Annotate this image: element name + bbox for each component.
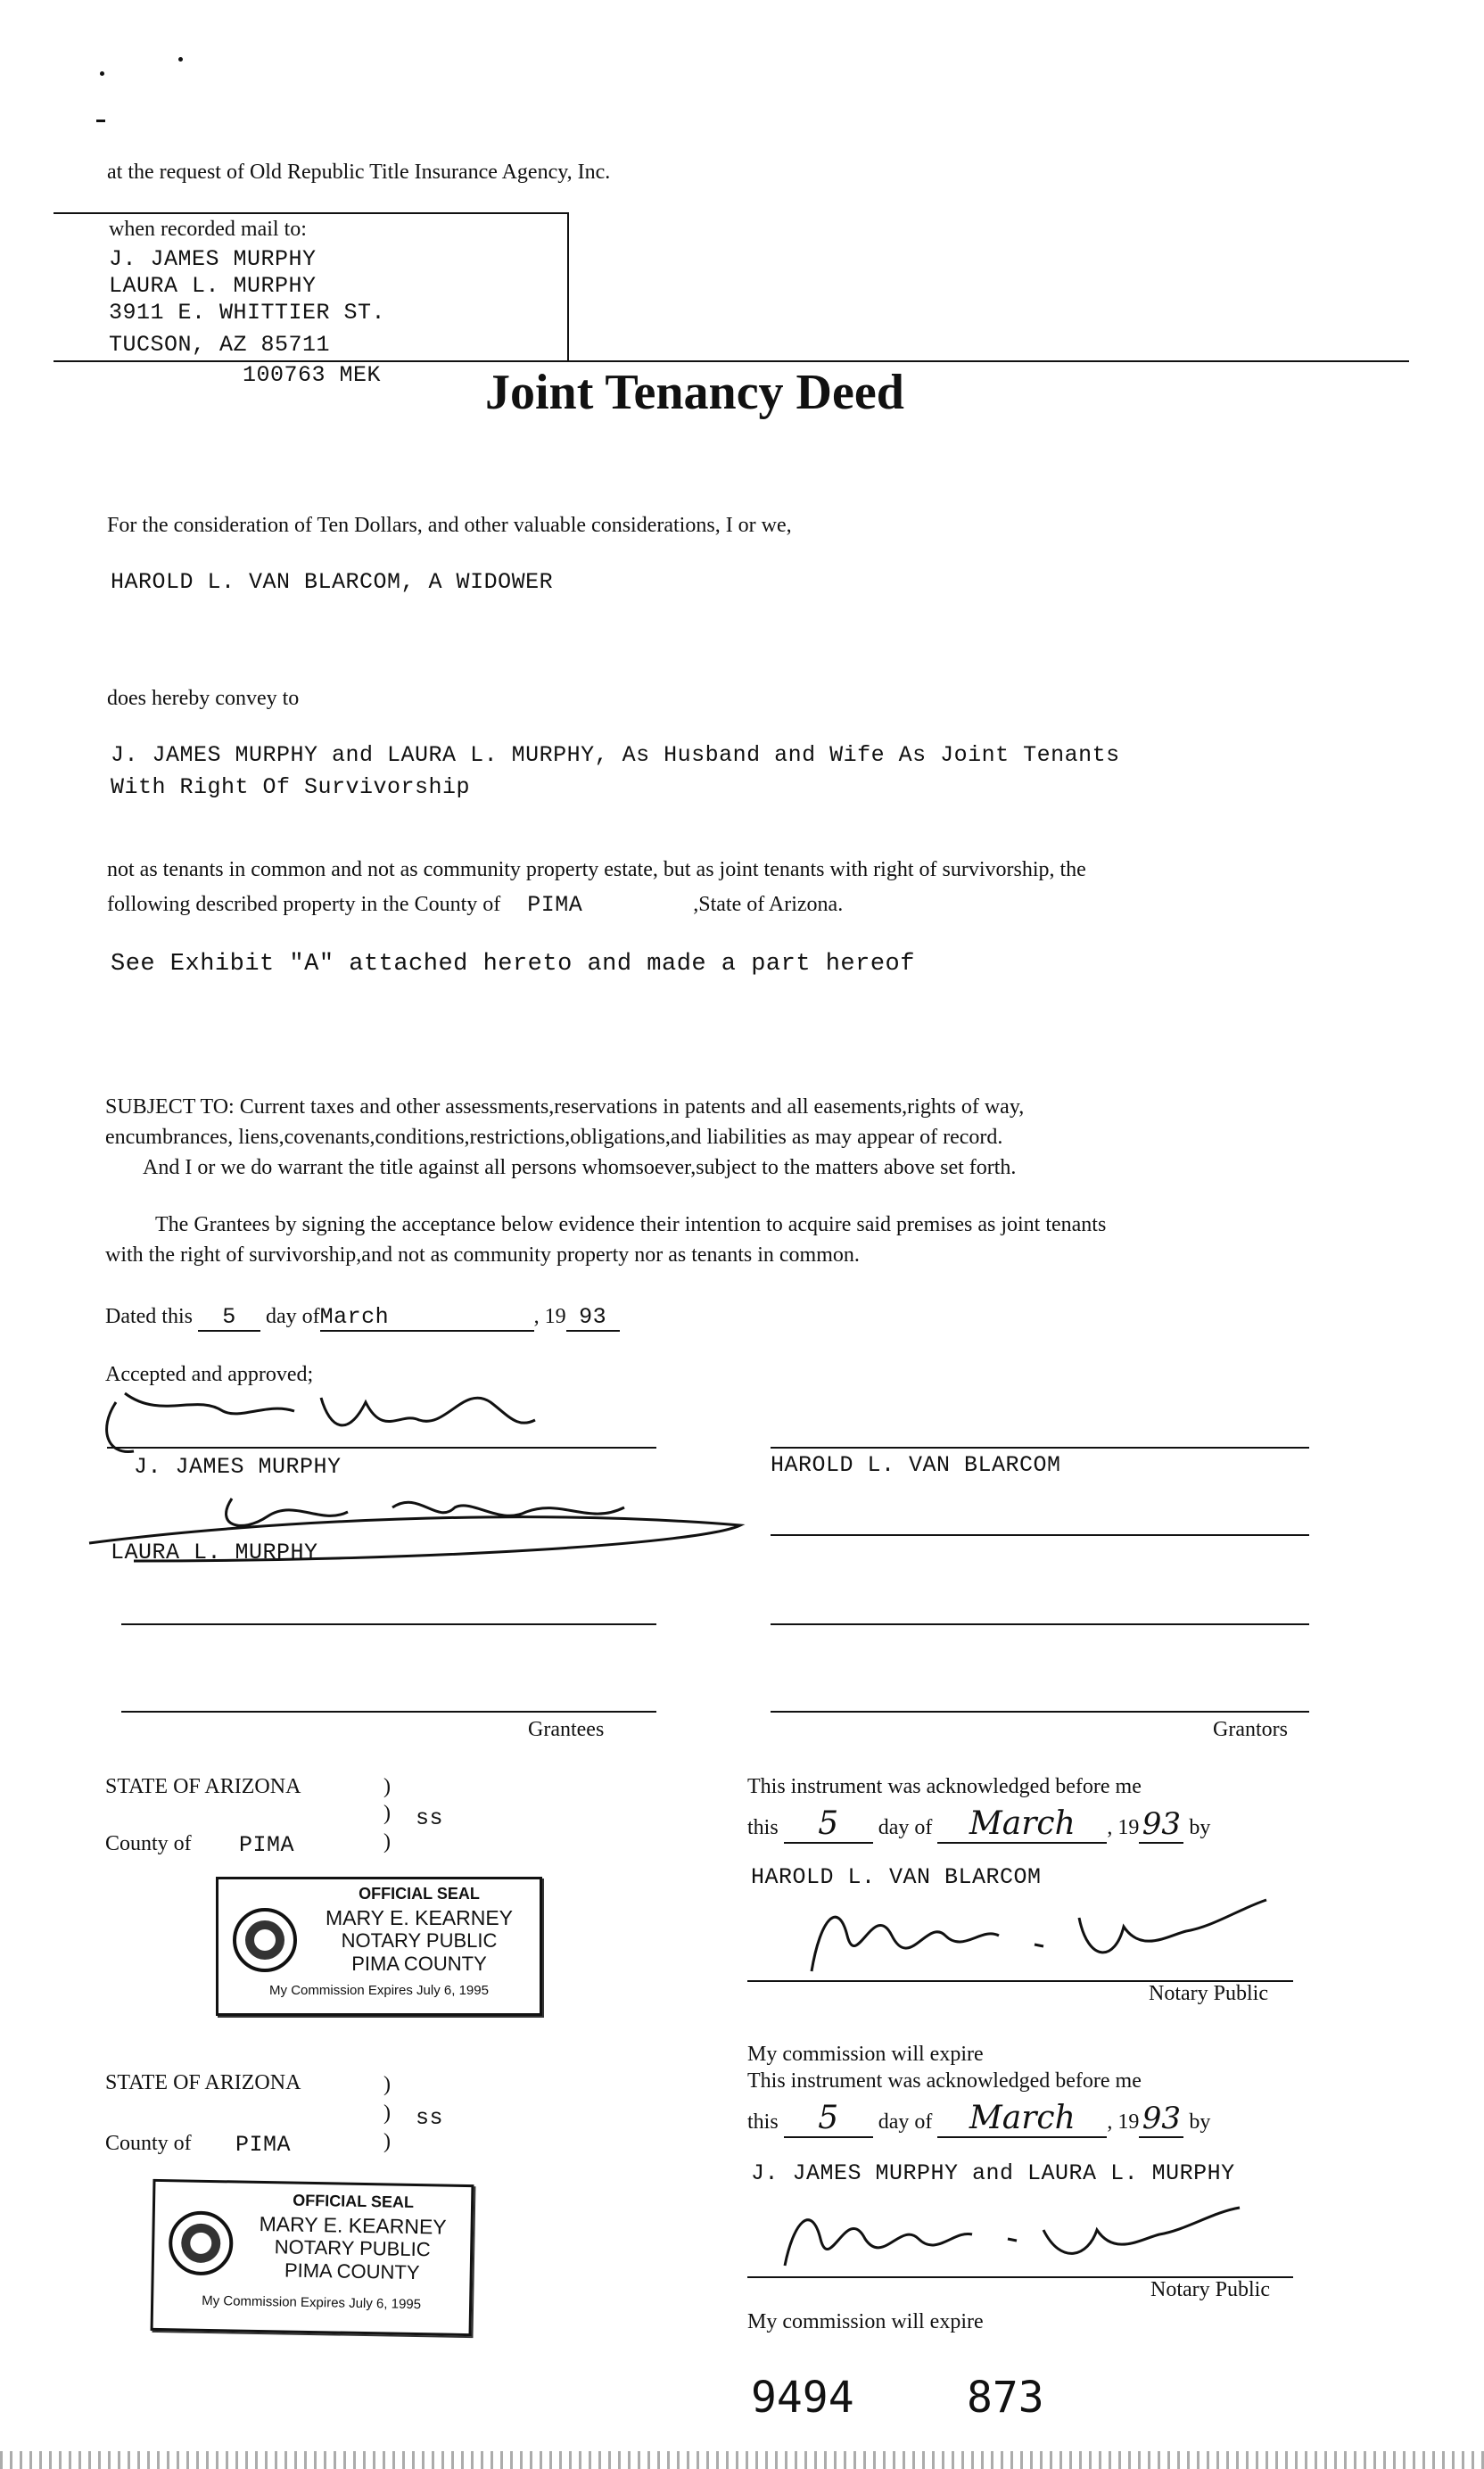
tenancy-text-county xyxy=(107,892,843,918)
this-label: this xyxy=(747,1816,779,1839)
grantee1-sig-line xyxy=(107,1447,656,1449)
warrant-text: And I or we do warrant the title against all persons whomsoever,subject to the matters above set forth. xyxy=(143,1156,1017,1179)
grantees-line: J. JAMES MURPHY and LAURA L. MURPHY, As Husband and Wife As Joint Tenants xyxy=(111,742,1120,768)
scan-edge-noise xyxy=(0,2451,1484,2469)
state-label: STATE OF ARIZONA xyxy=(105,2071,301,2094)
state-label: STATE OF ARIZONA xyxy=(105,1775,301,1798)
grantee1-signature xyxy=(89,1367,553,1465)
accepted-label: Accepted and approved; xyxy=(105,1363,314,1386)
tenancy-text: not as tenants in common and not as community property estate, but as joint tenants with right of survivorship, the xyxy=(107,858,1086,881)
day-of-label: day of xyxy=(878,1816,933,1839)
mail-to-line: TUCSON, AZ 85711 xyxy=(109,332,331,358)
subject-to-text: SUBJECT TO: Current taxes and other assessments,reservations in patents and all easements,rights of way, xyxy=(105,1095,1025,1119)
exhibit-text: See Exhibit "A" attached hereto and made a part hereof xyxy=(111,951,915,978)
convey-text: does hereby convey to xyxy=(107,687,300,710)
dated-line xyxy=(105,1304,620,1332)
seal-line: OFFICIAL SEAL xyxy=(359,1885,480,1903)
by-label: by xyxy=(1189,1816,1211,1839)
grantees-line: With Right Of Survivorship xyxy=(111,774,471,800)
subject-to-text: encumbrances, liens,covenants,conditions,restrictions,obligations,and liabilities as may appear of record. xyxy=(105,1126,1003,1149)
seal-emblem-icon xyxy=(231,1906,299,1974)
tenancy-post: ,State of Arizona. xyxy=(693,893,844,916)
deed-title: Joint Tenancy Deed xyxy=(485,365,904,420)
paren: ) xyxy=(383,1830,391,1854)
seal-line: MARY E. KEARNEY xyxy=(325,1906,514,1929)
grantor-sig-line-3 xyxy=(771,1623,1309,1625)
ack-date-line xyxy=(747,2100,1210,2138)
seal-line: NOTARY PUBLIC xyxy=(274,2235,431,2261)
ack-date-line xyxy=(747,1805,1210,1844)
mail-to-line: 3911 E. WHITTIER ST. xyxy=(109,300,386,326)
ack-month: March xyxy=(937,1805,1107,1844)
seal-line: OFFICIAL SEAL xyxy=(293,2191,415,2211)
notary-seal xyxy=(151,2179,474,2336)
paren: ) xyxy=(383,2130,391,2153)
mail-to-line: J. JAMES MURPHY xyxy=(109,246,317,272)
consideration-text: For the consideration of Ten Dollars, and other valuable considerations, I or we, xyxy=(107,514,792,537)
county-value: PIMA xyxy=(527,892,583,918)
dated-label: Dated this xyxy=(105,1305,193,1328)
grantee1-name: J. JAMES MURPHY xyxy=(134,1454,342,1480)
grantor-sig-line xyxy=(771,1447,1309,1449)
notary-public-label: Notary Public xyxy=(1149,1982,1268,2005)
scan-speck xyxy=(96,120,105,122)
page-number: 873 xyxy=(967,2373,1044,2423)
ack-day: 5 xyxy=(784,1805,873,1844)
ack-day: 5 xyxy=(784,2100,873,2138)
grantor-sig-line-4 xyxy=(771,1711,1309,1713)
recorded-request: at the request of Old Republic Title Insurance Agency, Inc. xyxy=(107,161,611,184)
dated-day: 5 xyxy=(198,1304,260,1332)
grantees-intent-text: The Grantees by signing the acceptance below evidence their intention to acquire said premises as joint tenants xyxy=(155,1213,1107,1236)
ack-line: This instrument was acknowledged before me xyxy=(747,2069,1142,2093)
grantee2-name: LAURA L. MURPHY xyxy=(111,1540,318,1565)
grantees-label: Grantees xyxy=(528,1718,605,1741)
year-prefix: , 19 xyxy=(1107,2110,1140,2134)
year-suffix: 93 xyxy=(566,1304,620,1332)
paren: ) xyxy=(383,2102,391,2125)
ack-month: March xyxy=(937,2100,1107,2138)
grantor-name: HAROLD L. VAN BLARCOM, A WIDOWER xyxy=(111,569,554,595)
seal-line: PIMA COUNTY xyxy=(284,2258,420,2284)
county-label: County of xyxy=(105,1832,192,1855)
notary1-signature xyxy=(785,1882,1284,1989)
grantees-intent-text: with the right of survivorship,and not as community property nor as tenants in common. xyxy=(105,1243,860,1267)
county-value: PIMA xyxy=(239,1832,295,1858)
grantee-sig-line-4 xyxy=(121,1711,656,1713)
scan-speck xyxy=(100,71,104,76)
seal-line: My Commission Expires July 6, 1995 xyxy=(202,2292,422,2313)
dated-month: March xyxy=(320,1304,534,1332)
seal-line: MARY E. KEARNEY xyxy=(259,2211,447,2239)
ack-year: 93 xyxy=(1139,1806,1183,1844)
ss-label: ss xyxy=(416,1805,444,1831)
day-of-label: day of xyxy=(265,1305,320,1328)
mail-to-label: when recorded mail to: xyxy=(109,218,307,241)
mail-box-right xyxy=(567,212,569,362)
grantor-name: HAROLD L. VAN BLARCOM xyxy=(771,1452,1061,1478)
ack-year: 93 xyxy=(1139,2101,1183,2138)
county-label: County of xyxy=(105,2132,192,2155)
grantor-sig-line-2 xyxy=(771,1534,1309,1536)
notary-public-label: Notary Public xyxy=(1150,2278,1270,2301)
ack-line: This instrument was acknowledged before me xyxy=(747,1775,1142,1798)
year-prefix: , 19 xyxy=(1107,1816,1140,1839)
notary-seal xyxy=(216,1877,542,2016)
paren: ) xyxy=(383,1775,391,1798)
grantee-sig-line-3 xyxy=(121,1623,656,1625)
scan-speck xyxy=(178,57,183,62)
county-value: PIMA xyxy=(235,2132,292,2158)
ack-party: HAROLD L. VAN BLARCOM xyxy=(751,1864,1042,1890)
notary2-signature xyxy=(767,2185,1266,2283)
year-prefix: , 19 xyxy=(533,1305,566,1328)
ack-party: J. JAMES MURPHY and LAURA L. MURPHY xyxy=(751,2160,1235,2186)
docket-number: 9494 xyxy=(751,2373,854,2423)
seal-emblem-icon xyxy=(167,2209,235,2277)
paren: ) xyxy=(383,1802,391,1825)
day-of-label: day of xyxy=(878,2110,933,2134)
seal-line: NOTARY PUBLIC xyxy=(341,1929,498,1952)
commission-label: My commission will expire xyxy=(747,2043,984,2066)
commission-label: My commission will expire xyxy=(747,2310,984,2333)
seal-line: My Commission Expires July 6, 1995 xyxy=(269,1983,489,1998)
paren: ) xyxy=(383,2073,391,2096)
seal-line: PIMA COUNTY xyxy=(351,1953,487,1975)
this-label: this xyxy=(747,2110,779,2134)
grantors-label: Grantors xyxy=(1213,1718,1288,1741)
tenancy-pre: following described property in the County of xyxy=(107,893,501,916)
mail-to-line: LAURA L. MURPHY xyxy=(109,273,317,299)
by-label: by xyxy=(1189,2110,1211,2134)
escrow-number: 100763 MEK xyxy=(243,362,382,388)
ss-label: ss xyxy=(416,2105,444,2131)
mail-box-top xyxy=(54,212,569,214)
